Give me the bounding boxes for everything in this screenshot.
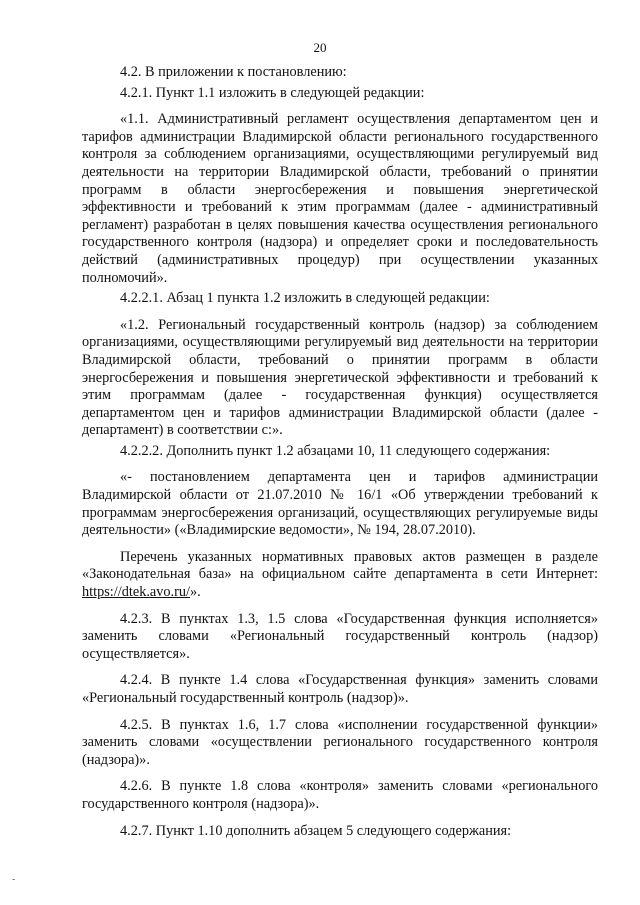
paragraph-4-2-4: 4.2.4. В пункте 1.4 слова «Государственная функция» заменить словами «Региональный государственный контроль (надзор)». [82, 672, 598, 706]
paragraph-4-2: 4.2. В приложении к постановлению: [120, 64, 347, 80]
document-body [82, 64, 598, 849]
margin-mark: - [12, 874, 16, 885]
paragraph-4-2-3: 4.2.3. В пунктах 1.3, 1.5 слова «Государственная функция исполняется» заменить словами «Региональный государственный контроль (надзор) осуществляется». [82, 610, 598, 662]
paragraph-1-2-text: «1.2. Региональный государственный контроль (надзор) за соблюдением организациями, осуществляющими регулируемый вид деятельности на территории Владимирской области, требований о принятии программ в области энергосбережения и повышения энергетической эффективности и требований к этим программам (далее - государственная функция) осуществляется департаментом цен и тарифов администрации Владимирской области (далее - департамент) в соответствии с:». [82, 316, 598, 439]
legal-acts-closing: ». [190, 584, 201, 601]
paragraph-4-2-2-1: 4.2.2.1. Абзац 1 пункта 1.2 изложить в следующей редакции: [120, 290, 490, 307]
paragraph-4-2-5: 4.2.5. В пунктах 1.6, 1.7 слова «исполнении государственной функции» заменить словами «осуществлении регионального государственного контроля (надзора)». [82, 716, 598, 768]
paragraph-resolution-reference: «- постановлением департамента цен и тарифов администрации Владимирской области от 21.07.2010 № 16/1 «Об утверждении требований к программам энергосбережения организаций, осуществляющих регулируемые виды деятельности» («Владимирские ведомости», № 194, 28.07.2010). [82, 469, 598, 539]
paragraph-legal-acts-list [82, 549, 598, 602]
page-number: 20 [313, 40, 327, 55]
paragraph-4-2-2-2: 4.2.2.2. Дополнить пункт 1.2 абзацами 10, 11 следующего содержания: [120, 442, 551, 459]
legal-acts-text: Перечень указанных нормативных правовых актов размещен в разделе «Законодательная база» на официальном сайте департамента в сети Интернет: [82, 548, 598, 583]
paragraph-4-2-1: 4.2.1. Пункт 1.1 изложить в следующей редакции: [120, 84, 425, 101]
paragraph-4-2-7: 4.2.7. Пункт 1.10 дополнить абзацем 5 следующего содержания: [120, 822, 512, 839]
website-link[interactable]: https://dtek.avo.ru/ [82, 584, 191, 601]
paragraph-1-1-text: «1.1. Административный регламент осуществления департаментом цен и тарифов администрации Владимирской области регионального государственного контроля за соблюдением организациями, осуществляющими регулируемый вид деятельности на территории Владимирской области, требований о принятии программ в области энергосбережения и повышения энергетической эффективности и требований к этим программам (далее - административный регламент) разработан в целях повышения качества осуществления регионального государственного контроля (надзора) и определяет сроки и последовательность действий (административных процедур) при осуществлении указанных полномочий». [82, 111, 598, 286]
paragraph-4-2-6: 4.2.6. В пункте 1.8 слова «контроля» заменить словами «регионального государственного контроля (надзора)». [82, 778, 598, 812]
